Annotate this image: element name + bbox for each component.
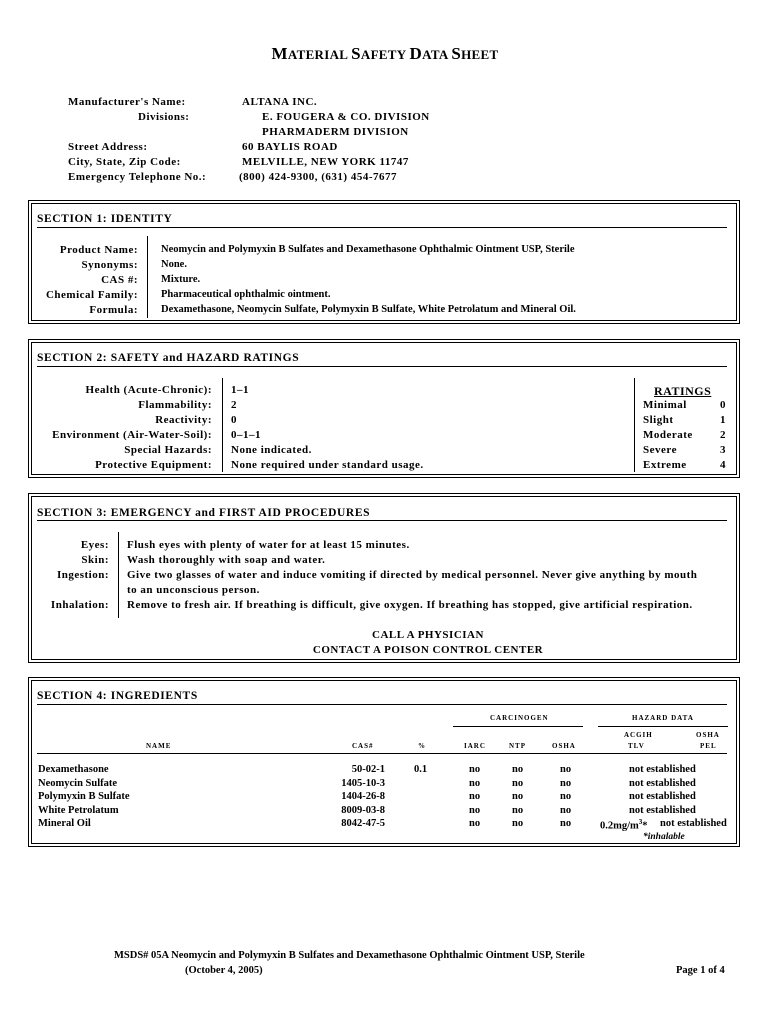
ingredient-tlv: not established: [629, 791, 696, 803]
identity-value: Dexamethasone, Neomycin Sulfate, Polymyxin B Sulfate, White Petrolatum and Mineral Oil.: [161, 304, 576, 315]
ingredient-name: Dexamethasone: [38, 764, 109, 775]
ingredients-header-rule: [37, 753, 727, 754]
ingredient-osha: no: [560, 777, 572, 789]
col-tlv: TLV: [628, 742, 645, 750]
col-osha: OSHA: [552, 742, 576, 750]
hazard-value: 0: [231, 414, 237, 426]
section-3-rule: [37, 520, 727, 521]
first-aid-label: Skin:: [81, 554, 109, 566]
ingredient-osha: no: [560, 791, 572, 803]
hazard-value: 2: [231, 399, 237, 411]
footer-date: (October 4, 2005): [185, 965, 263, 976]
ingredient-name: White Petrolatum: [38, 804, 119, 816]
identity-value: Neomycin and Polymyxin B Sulfates and Dexamethasone Ophthalmic Ointment USP, Sterile: [161, 244, 575, 255]
section-2-divider: [222, 378, 223, 472]
first-aid-value: Wash thoroughly with soap and water.: [127, 554, 326, 566]
hazard-label: Reactivity:: [155, 414, 212, 426]
ingredient-iarc: no: [469, 777, 481, 789]
identity-value: Mixture.: [161, 274, 201, 285]
first-aid-value: Flush eyes with plenty of water for at least 15 minutes.: [127, 539, 410, 551]
ingredient-ntp: no: [512, 764, 524, 775]
section-1-rule: [37, 227, 727, 228]
ingredient-pel: not established: [660, 818, 727, 830]
identity-label: Chemical Family:: [45, 289, 138, 301]
ingredient-name: Polymyxin B Sulfate: [38, 791, 130, 803]
ratings-divider: [634, 378, 635, 472]
street-address-label: Street Address:: [68, 141, 148, 153]
identity-value: None.: [161, 259, 187, 270]
hazard-value: 1–1: [231, 384, 249, 396]
section-3-heading: SECTION 3: EMERGENCY and FIRST AID PROCEDURES: [37, 507, 371, 519]
col-ntp: NTP: [509, 742, 526, 750]
rating-name: Moderate: [643, 429, 693, 441]
ingredient-ntp: no: [512, 777, 524, 789]
col-pct: %: [418, 742, 426, 750]
ingredient-tlv: [600, 818, 648, 832]
section-4-heading: SECTION 4: INGREDIENTS: [37, 690, 198, 702]
osha-top-header: OSHA: [696, 731, 720, 739]
identity-label: Formula:: [89, 304, 138, 316]
first-aid-value: to an unconscious person.: [127, 584, 260, 596]
ingredient-tlv: not established: [629, 777, 696, 789]
ingredient-ntp: no: [512, 804, 524, 816]
ingredient-ntp: no: [512, 818, 524, 830]
hazard-data-group-header: HAZARD DATA: [632, 714, 694, 722]
col-cas: CAS#: [352, 742, 374, 750]
division-2: PHARMADERM DIVISION: [262, 126, 409, 138]
ingredient-cas: 8009-03-8: [341, 804, 385, 816]
section-1-divider: [147, 236, 148, 318]
carcinogen-group-rule: [453, 726, 583, 727]
tlv-asterisk: *: [642, 820, 648, 832]
rating-number: 4: [720, 459, 726, 471]
page-number: Page 1 of 4: [676, 965, 725, 976]
street-address: 60 BAYLIS ROAD: [242, 141, 338, 153]
ingredient-osha: no: [560, 804, 572, 816]
identity-label: Product Name:: [59, 244, 138, 256]
city-state-zip: MELVILLE, NEW YORK 11747: [242, 156, 409, 168]
section-4-rule: [37, 704, 727, 705]
ingredient-iarc: no: [469, 804, 481, 816]
col-iarc: IARC: [464, 742, 486, 750]
ingredient-cas: 50-02-1: [351, 764, 385, 775]
divisions-label: Divisions:: [138, 111, 190, 123]
rating-name: Slight: [643, 414, 674, 426]
section-2-heading: SECTION 2: SAFETY and HAZARD RATINGS: [37, 352, 300, 364]
identity-value: Pharmaceutical ophthalmic ointment.: [161, 289, 331, 300]
section-2-rule: [37, 366, 727, 367]
manufacturer-name-label: Manufacturer's Name:: [68, 96, 186, 108]
rating-number: 2: [720, 429, 726, 441]
hazard-value: None indicated.: [231, 444, 312, 456]
ingredient-osha: no: [560, 764, 572, 775]
first-aid-label: Ingestion:: [56, 569, 109, 581]
ingredient-ntp: no: [512, 791, 524, 803]
ingredient-iarc: no: [469, 818, 481, 830]
ingredient-tlv: not established: [629, 804, 696, 816]
first-aid-label: Inhalation:: [50, 599, 109, 611]
emergency-phone-label: Emergency Telephone No.:: [68, 171, 207, 183]
ingredient-cas: 1405-10-3: [341, 777, 385, 789]
city-state-zip-label: City, State, Zip Code:: [68, 156, 181, 168]
ingredient-tlv: not established: [629, 764, 696, 775]
hazard-value: 0–1–1: [231, 429, 261, 441]
ingredient-name: Mineral Oil: [38, 818, 91, 830]
ingredient-percent: 0.1: [414, 764, 428, 775]
hazard-label: Environment (Air-Water-Soil):: [52, 429, 212, 441]
ingredient-name: Neomycin Sulfate: [38, 777, 118, 789]
rating-name: Severe: [643, 444, 677, 456]
footer-msds-line: MSDS# 05A Neomycin and Polymyxin B Sulfates and Dexamethasone Ophthalmic Ointment USP, Sterile: [114, 950, 585, 961]
contact-poison-control: CONTACT A POISON CONTROL CENTER: [312, 644, 544, 656]
ingredient-cas: 8042-47-5: [341, 818, 385, 830]
first-aid-value: Remove to fresh air. If breathing is difficult, give oxygen. If breathing has stopped, give artificial respiration.: [127, 599, 693, 611]
rating-name: Minimal: [643, 399, 687, 411]
rating-number: 0: [720, 399, 726, 411]
tlv-value: 0.2mg/m: [600, 820, 639, 832]
hazard-group-rule: [598, 726, 728, 727]
identity-label: Synonyms:: [81, 259, 138, 271]
hazard-label: Health (Acute-Chronic):: [85, 384, 212, 396]
ingredient-cas: 1404-26-8: [341, 791, 385, 803]
section-1-heading: SECTION 1: IDENTITY: [37, 213, 173, 225]
call-physician: CALL A PHYSICIAN: [372, 629, 484, 641]
first-aid-value: Give two glasses of water and induce vomiting if directed by medical personnel. Never give anything by mouth: [127, 569, 698, 581]
tlv-superscript: 3: [638, 818, 643, 827]
col-name: NAME: [146, 742, 172, 750]
carcinogen-group-header: CARCINOGEN: [490, 714, 549, 722]
rating-number: 1: [720, 414, 726, 426]
acgih-header: ACGIH: [624, 731, 653, 739]
hazard-value: None required under standard usage.: [231, 459, 424, 471]
rating-name: Extreme: [643, 459, 687, 471]
ingredient-iarc: no: [469, 764, 481, 775]
inhalable-footnote: *inhalable: [643, 832, 685, 842]
manufacturer-name: ALTANA INC.: [242, 96, 318, 108]
rating-number: 3: [720, 444, 726, 456]
document-title: MATERIAL SAFETY DATA SHEET: [271, 44, 499, 63]
first-aid-label: Eyes:: [80, 539, 109, 551]
division-1: E. FOUGERA & CO. DIVISION: [262, 111, 430, 123]
identity-label: CAS #:: [101, 274, 138, 286]
ingredient-iarc: no: [469, 791, 481, 803]
section-3-divider: [118, 532, 119, 618]
hazard-label: Flammability:: [138, 399, 212, 411]
ratings-title: RATINGS: [654, 384, 712, 398]
col-pel: PEL: [700, 742, 717, 750]
hazard-label: Special Hazards:: [124, 444, 212, 456]
ingredient-osha: no: [560, 818, 572, 830]
emergency-phone: (800) 424-9300, (631) 454-7677: [239, 171, 397, 183]
hazard-label: Protective Equipment:: [95, 459, 212, 471]
